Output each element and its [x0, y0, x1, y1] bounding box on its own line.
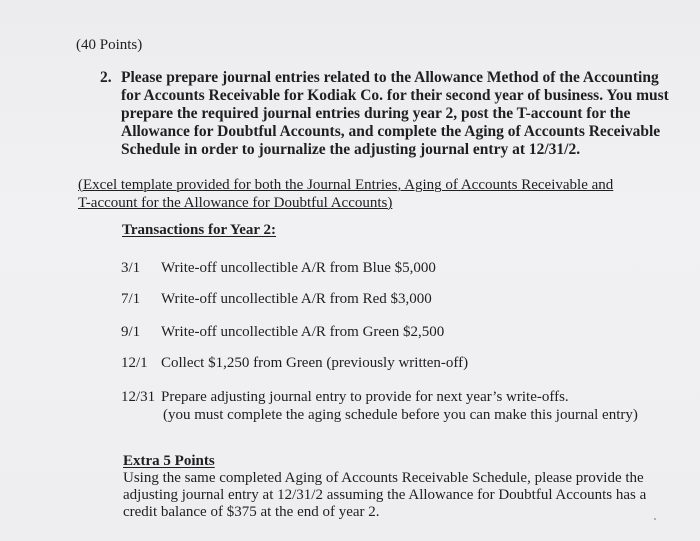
- transaction-note: (you must complete the aging schedule before you can make this journal entry): [163, 407, 638, 423]
- question-number: 2.: [100, 69, 112, 86]
- question-line: Please prepare journal entries related to the Allowance Method of the Accounting: [121, 69, 659, 86]
- extra-line: credit balance of $375 at the end of year 2.: [123, 504, 380, 520]
- transaction-row: [121, 355, 468, 372]
- extra-line: Using the same completed Aging of Accounts Receivable Schedule, please provide the: [123, 470, 644, 486]
- question-line: for Accounts Receivable for Kodiak Co. for their second year of business. You must: [121, 87, 669, 104]
- template-note-line: T-account for the Allowance for Doubtful Accounts): [78, 195, 393, 211]
- transaction-row: [121, 324, 444, 341]
- template-note: [78, 176, 613, 212]
- paper-speck: [654, 518, 656, 520]
- question-line: Allowance for Doubtful Accounts, and complete the Aging of Accounts Receivable: [121, 123, 661, 140]
- transaction-date: 7/1: [121, 291, 141, 307]
- transaction-row: [121, 260, 436, 277]
- transaction-date: 12/1: [121, 355, 148, 371]
- transactions-heading: Transactions for Year 2:: [122, 222, 277, 238]
- transaction-text: Write-off uncollectible A/R from Green $2,500: [161, 324, 445, 340]
- question-text: [121, 69, 669, 159]
- transaction-date: 12/31: [121, 389, 156, 405]
- transaction-row: [121, 388, 638, 424]
- transaction-text: Prepare adjusting journal entry to provide for next year’s write-offs.: [161, 389, 569, 405]
- transaction-row: [121, 291, 432, 308]
- transaction-date: 3/1: [121, 260, 141, 276]
- extra-line: adjusting journal entry at 12/31/2 assuming the Allowance for Doubtful Accounts has a: [123, 487, 647, 503]
- transaction-date: 9/1: [121, 324, 141, 340]
- transaction-text: Collect $1,250 from Green (previously written-off): [161, 355, 469, 371]
- question-line: Schedule in order to journalize the adjusting journal entry at 12/31/2.: [121, 141, 581, 158]
- transaction-text: Write-off uncollectible A/R from Red $3,000: [161, 291, 432, 307]
- template-note-line: (Excel template provided for both the Journal Entries, Aging of Accounts Receivable and: [78, 177, 614, 193]
- question-line: prepare the required journal entries during year 2, post the T-account for the: [121, 105, 631, 122]
- extra-heading: Extra 5 Points: [123, 453, 215, 469]
- points-label: (40 Points): [76, 37, 143, 53]
- transaction-text: Write-off uncollectible A/R from Blue $5,000: [161, 260, 436, 276]
- extra-body: [123, 470, 646, 521]
